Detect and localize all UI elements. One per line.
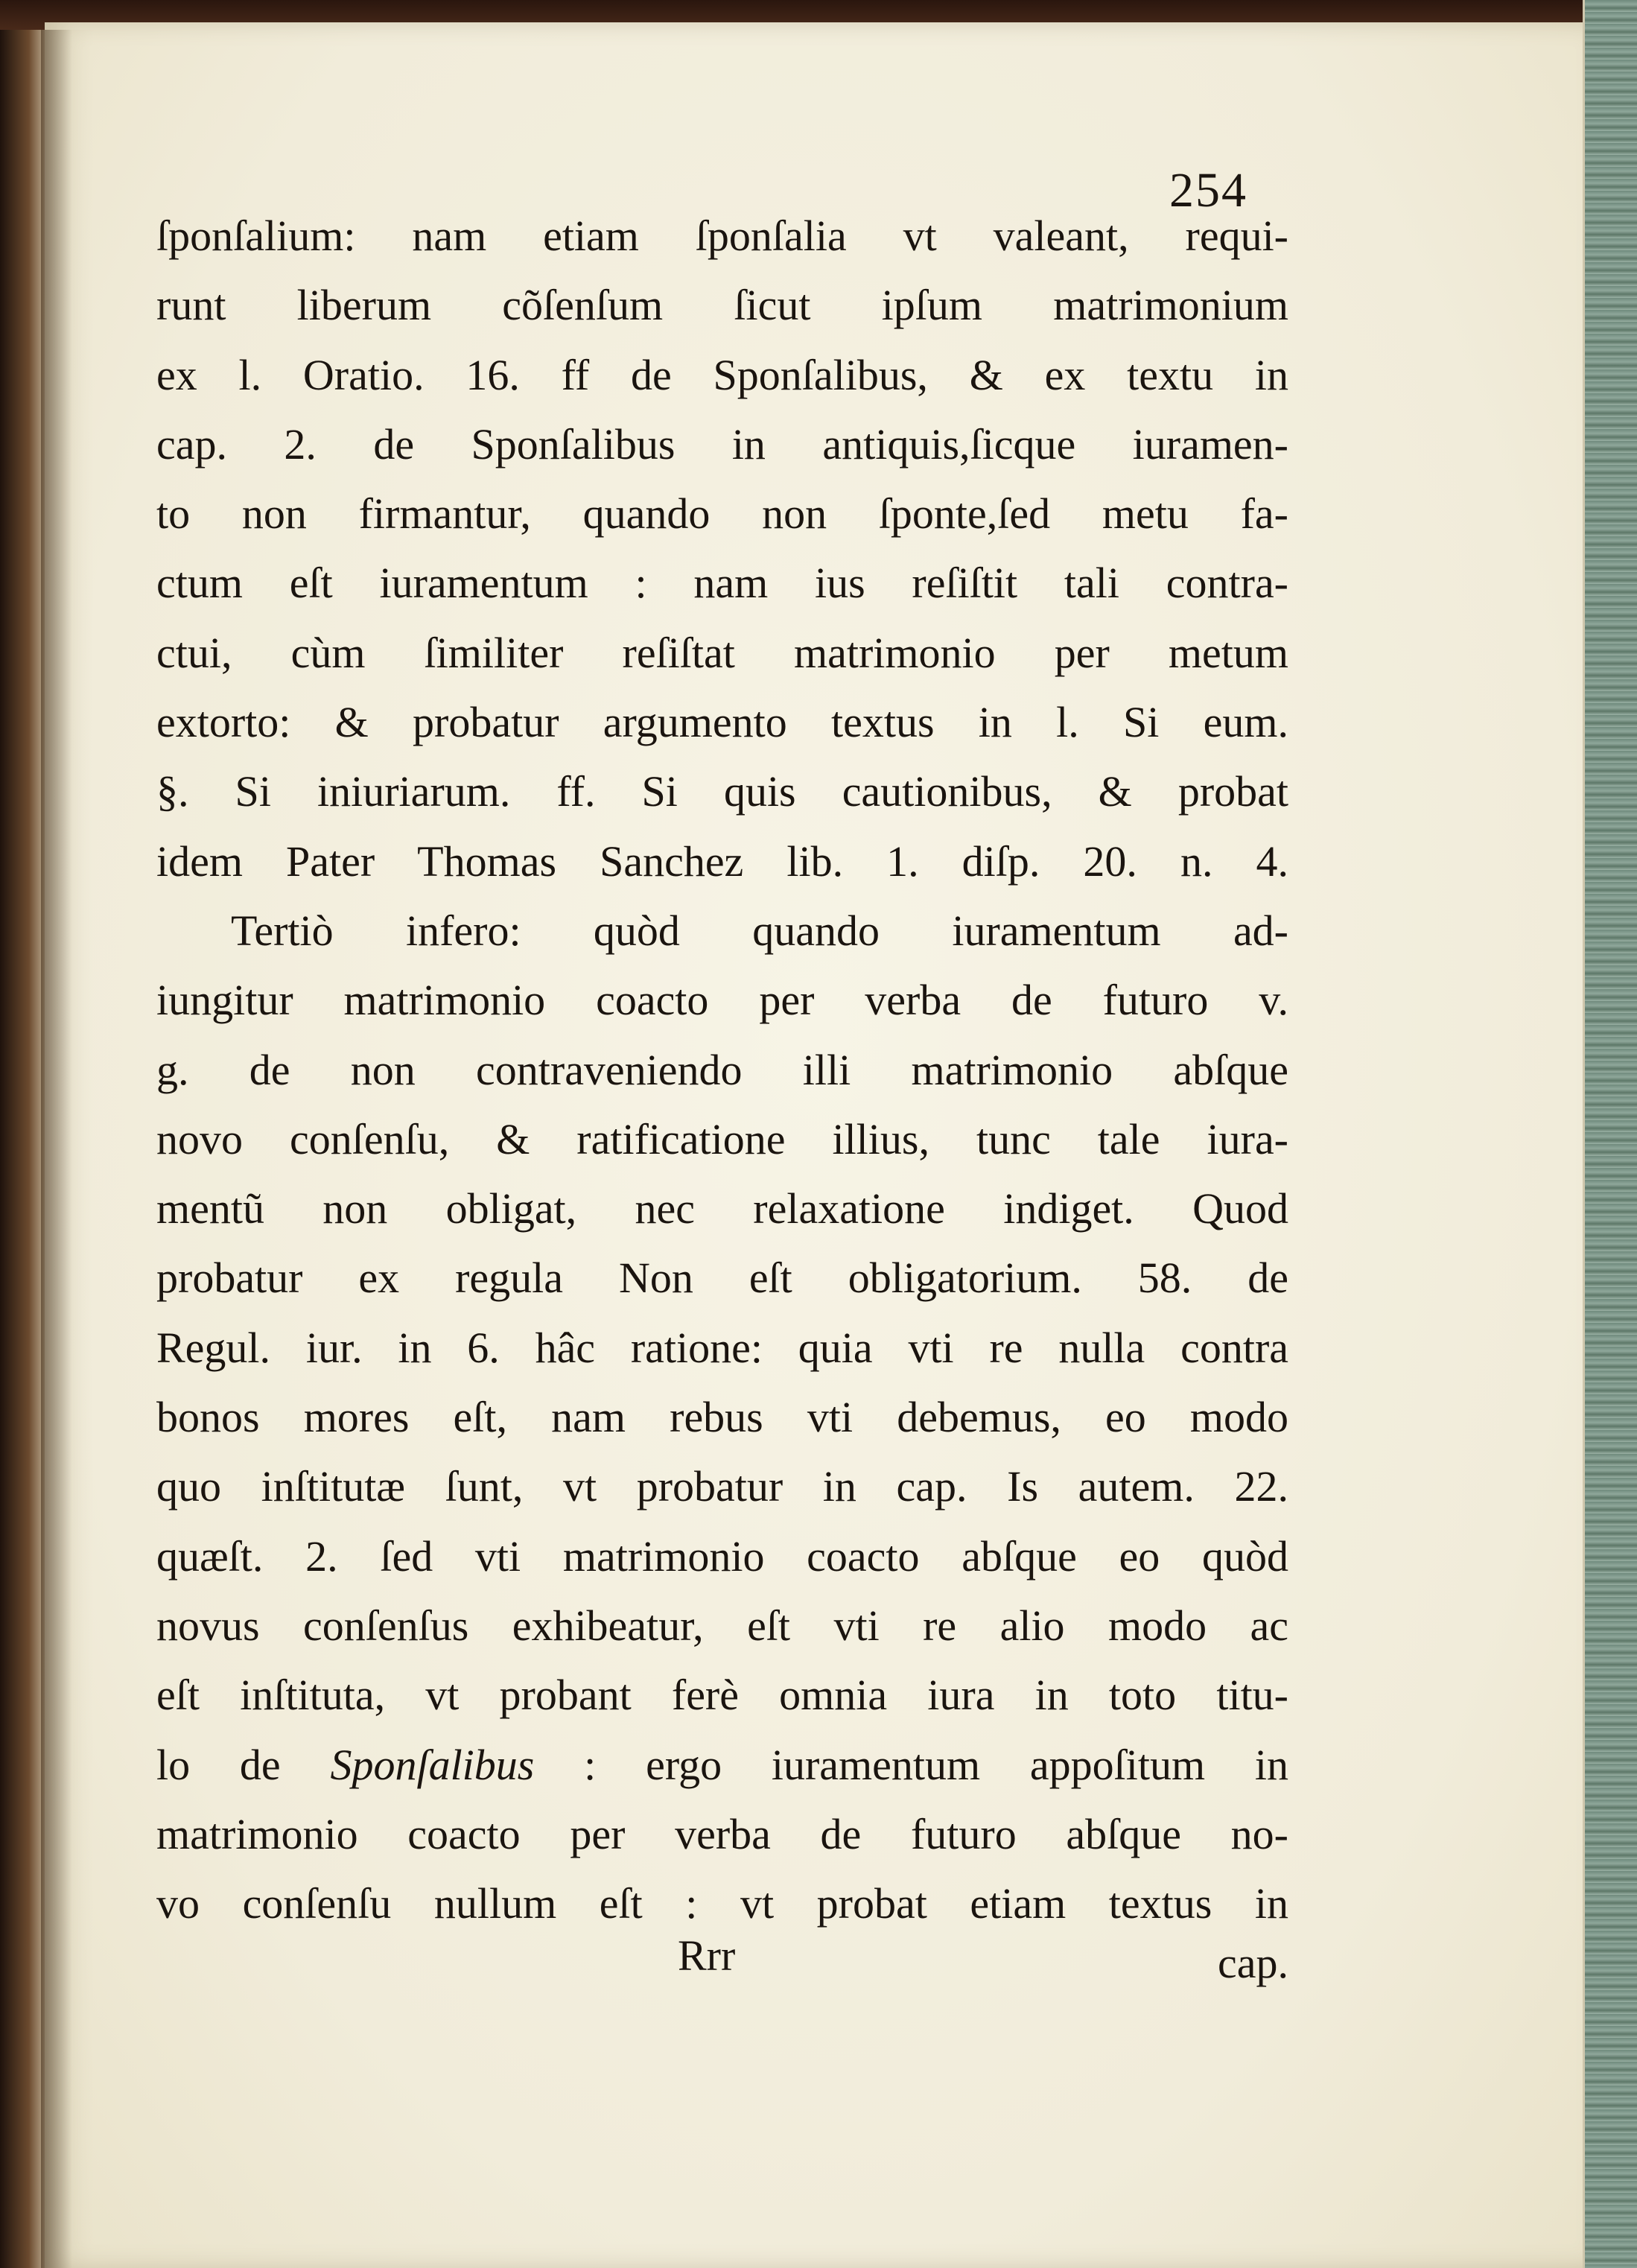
text-line-2: runt liberum cõſenſum ſicut ipſum matrimonium <box>156 281 1288 330</box>
text-line-23 <box>156 1730 1288 1800</box>
text-line-12: iungitur matrimonio coacto per verba de futuro v. <box>156 976 1288 1025</box>
text-line-11: Tertiò infero: quòd quando iuramentum ad- <box>231 906 1288 955</box>
text-line-15: mentũ non obligat, nec relaxatione indiget. Quod <box>156 1184 1288 1233</box>
text-line-21: novus conſenſus exhibeatur, eſt vti re alio modo ac <box>156 1601 1288 1650</box>
text-line-20: quæſt. 2. ſed vti matrimonio coacto abſque eo quòd <box>156 1531 1288 1581</box>
page-number: 254 <box>1169 163 1247 217</box>
text-line-6: ctum eſt iuramentum : nam ius reſiſtit tali contra- <box>156 559 1288 608</box>
signature-mark: Rrr <box>678 1931 736 1980</box>
text-line-5: to non firmantur, quando non ſponte,ſed metu fa- <box>156 489 1288 539</box>
page-fore-edge <box>1583 0 1637 2268</box>
catchword: cap. <box>1218 1939 1288 1987</box>
body-text <box>156 201 1288 1938</box>
text-line-25: vo conſenſu nullum eſt : vt probat etiam textus in <box>156 1879 1288 1928</box>
text-line-24: matrimonio coacto per verba de futuro abſque no- <box>156 1809 1288 1858</box>
text-line-13: g. de non contraveniendo illi matrimonio abſque <box>156 1045 1288 1094</box>
text-line-22: eſt inſtituta, vt probant ferè omnia iura in toto titu- <box>156 1671 1288 1720</box>
text-line-23-start: lo de <box>156 1740 281 1789</box>
text-line-17: Regul. iur. in 6. hâc ratione: quia vti re nulla contra <box>156 1323 1288 1372</box>
text-line-8: extorto: & probatur argumento textus in l. Si eum. <box>156 698 1288 747</box>
text-line-1: ſponſalium: nam etiam ſponſalia vt valeant, requi- <box>156 212 1288 260</box>
gutter-shadow <box>41 30 93 2268</box>
text-line-3: ex l. Oratio. 16. ff de Sponſalibus, & ex textu in <box>156 350 1288 399</box>
text-line-16: probatur ex regula Non eſt obligatorium. 58. de <box>156 1254 1288 1303</box>
text-line-19: quo inſtitutæ ſunt, vt probatur in cap. Is autem. 22. <box>156 1462 1288 1511</box>
text-line-23-rest: : ergo iuramentum appoſitum in <box>584 1740 1289 1789</box>
book-page <box>45 22 1586 2268</box>
italic-title: Sponſalibus <box>330 1740 535 1789</box>
text-line-10: idem Pater Thomas Sanchez lib. 1. diſp. 20. n. 4. <box>156 836 1288 886</box>
text-line-7: ctui, cùm ſimiliter reſiſtat matrimonio per metum <box>156 628 1288 677</box>
text-line-14: novo conſenſu, & ratificatione illius, tunc tale iura- <box>156 1114 1288 1163</box>
text-line-4: cap. 2. de Sponſalibus in antiquis,ſicque iuramen- <box>156 419 1288 468</box>
text-line-9: §. Si iniuriarum. ff. Si quis cautionibus, & probat <box>156 767 1288 816</box>
page-footer <box>156 1931 1288 1998</box>
text-line-18: bonos mores eſt, nam rebus vti debemus, eo modo <box>156 1393 1288 1442</box>
